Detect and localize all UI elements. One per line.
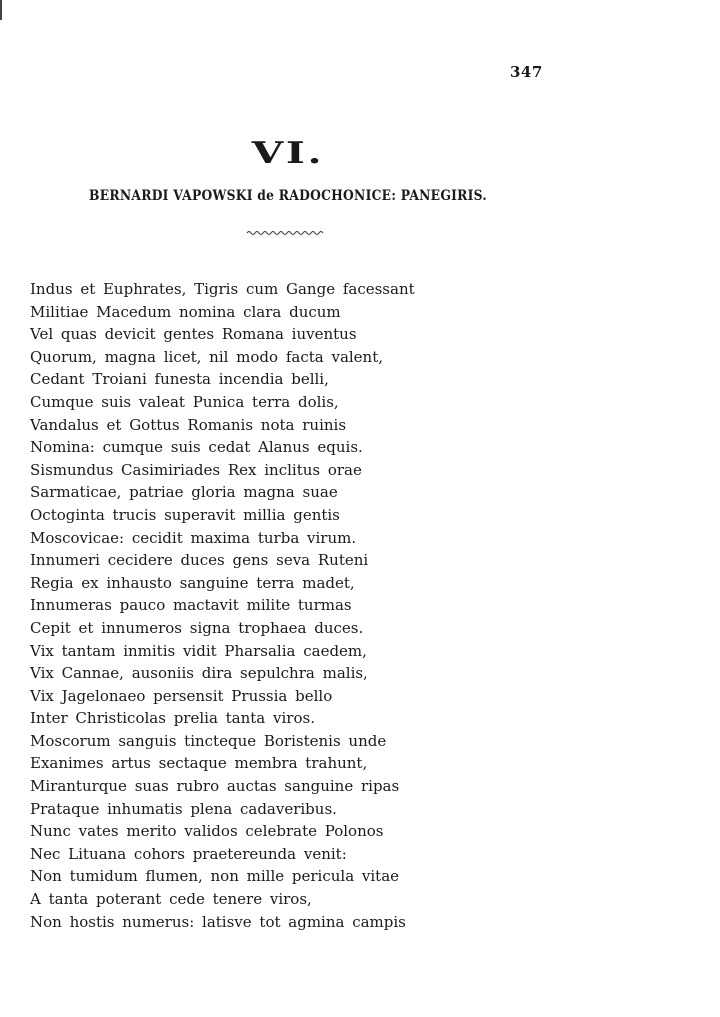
poem-line: Exanimes artus sectaque membra trahunt, (30, 754, 368, 773)
section-numeral: VI. (251, 136, 325, 171)
poem-line: A tanta poterant cede tenere viros, (30, 890, 312, 909)
poem-line: Nomina: cumque suis cedat Alanus equis. (30, 438, 363, 457)
poem-line: Prataque inhumatis plena cadaveribus. (30, 799, 337, 818)
poem-line: Octoginta trucis superavit millia gentis (30, 505, 340, 524)
poem-line: Miranturque suas rubro auctas sanguine ripas (30, 777, 400, 796)
poem-line: Vix tantam inmitis vidit Pharsalia caedem, (30, 641, 367, 660)
poem-line: Cepit et innumeros signa trophaea duces. (30, 618, 364, 637)
poem-line: Sismundus Casimiriades Rex inclitus orae (30, 460, 362, 479)
poem-line: Quorum, magna licet, nil modo facta valent, (30, 347, 384, 366)
poem-line: Regia ex inhausto sanguine terra madet, (30, 573, 355, 592)
poem-line: Nunc vates merito validos celebrate Polonos (30, 822, 384, 841)
poem-line: Inter Christicolas prelia tanta viros. (30, 709, 315, 728)
poem-line: Non hostis numerus: latisve tot agmina campis (30, 912, 406, 931)
poem-line: Indus et Euphrates, Tigris cum Gange facessant (30, 280, 415, 298)
poem-title: BERNARDI VAPOWSKI de RADOCHONICE: PANEGIRIS. (89, 188, 487, 204)
poem-line: Non tumidum flumen, non mille pericula vitae (30, 867, 400, 886)
poem-body (30, 278, 415, 933)
poem-line: Sarmaticae, patriae gloria magna suae (30, 483, 338, 502)
poem-line: Vix Jagelonaeo persensit Prussia bello (30, 686, 333, 705)
poem-line: Cedant Troiani funesta incendia belli, (30, 370, 329, 389)
poem-line: Cumque suis valeat Punica terra dolis, (30, 392, 339, 411)
poem-line: Innumeri cecidere duces gens seva Ruteni (30, 551, 369, 570)
poem-line: Innumeras pauco mactavit milite turmas (30, 596, 352, 615)
poem-line: Moscorum sanguis tincteque Boristenis unde (30, 731, 387, 750)
poem-line: Vix Cannae, ausoniis dira sepulchra malis, (30, 664, 368, 683)
poem-line: Moscovicae: cecidit maxima turba virum. (30, 528, 357, 547)
page-number: 347 (510, 63, 543, 81)
poem-line: Vel quas devicit gentes Romana iuventus (30, 325, 357, 344)
poem-line: Vandalus et Gottus Romanis nota ruinis (30, 415, 347, 434)
wavy-rule-ornament (246, 228, 326, 238)
scan-edge-mark (0, 0, 2, 20)
poem-line: Nec Lituana cohors praetereunda venit: (30, 844, 347, 863)
poem-line: Militiae Macedum nomina clara ducum (30, 302, 341, 321)
